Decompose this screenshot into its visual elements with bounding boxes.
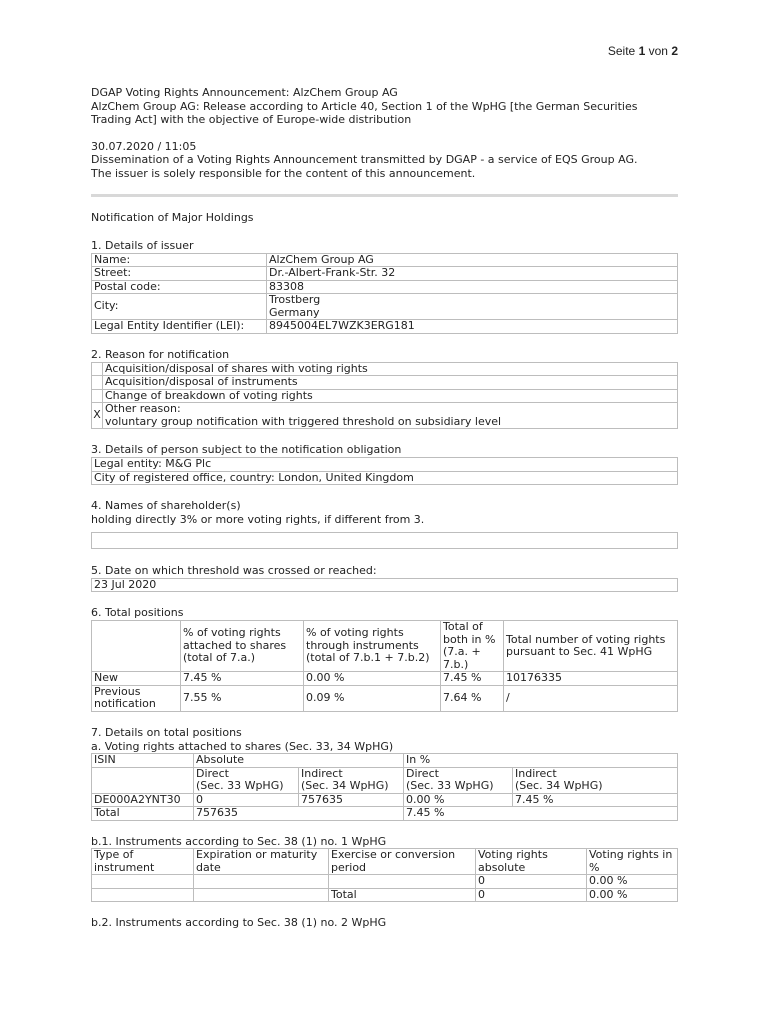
checkbox-mark: X <box>92 403 103 429</box>
section-title: 5. Date on which threshold was crossed or reached: <box>91 563 377 577</box>
notification-title: Notification of Major Holdings <box>91 211 254 224</box>
doc-title: DGAP Voting Rights Announcement: AlzChem Group AG <box>91 86 398 99</box>
doc-datetime: 30.07.2020 / 11:05 <box>91 139 197 153</box>
table-row: DE000A2YNT30 0 757635 0.00 % 7.45 % <box>92 793 678 807</box>
section-shareholders <box>91 499 678 549</box>
page-number: Seite 1 von 2 <box>607 44 678 58</box>
table-row: Acquisition/disposal of instruments <box>92 376 678 390</box>
table-row: 0 0.00 % <box>92 875 678 889</box>
section-issuer <box>91 239 678 334</box>
table-row: Legal entity: M&G Plc <box>92 458 678 472</box>
doc-subtitle: AlzChem Group AG: Release according to Article 40, Section 1 of the WpHG [the German Securities Trading Act] with the objective of Europe-wide distribution <box>91 99 638 126</box>
table-row: Previous notification 7.55 % 0.09 % 7.64 % / <box>92 685 678 711</box>
empty-field <box>91 532 678 549</box>
section-title: 3. Details of person subject to the notification obligation <box>91 443 402 456</box>
document-body <box>91 86 678 930</box>
doc-responsibility: The issuer is solely responsible for the content of this announcement. <box>91 166 476 180</box>
person-table <box>91 457 678 485</box>
table-row: Legal Entity Identifier (LEI): 8945004EL7WZK3ERG181 <box>92 320 678 334</box>
table-header-row: Direct (Sec. 33 WpHG) Indirect (Sec. 34 WpHG) Direct (Sec. 33 WpHG) Indirect (Sec. 34 WpHG) <box>92 767 678 793</box>
table-row: Change of breakdown of voting rights <box>92 389 678 403</box>
section-title: 1. Details of issuer <box>91 238 194 252</box>
section-title: 6. Total positions <box>91 606 184 619</box>
date-table <box>91 578 678 593</box>
table-header-row: ISIN Absolute In % <box>92 754 678 768</box>
table-row: City of registered office, country: London, United Kingdom <box>92 471 678 485</box>
section-total-positions <box>91 606 678 712</box>
section-title: 2. Reason for notification <box>91 347 230 361</box>
section-details <box>91 726 678 930</box>
table-row: Total 757635 7.45 % <box>92 807 678 821</box>
section-reason <box>91 348 678 430</box>
section-subtitle: holding directly 3% or more voting rights, if different from 3. <box>91 513 425 526</box>
table-row: Street: Dr.-Albert-Frank-Str. 32 <box>92 267 678 281</box>
positions-table <box>91 620 678 712</box>
instruments-table <box>91 848 678 902</box>
section-person <box>91 443 678 485</box>
table-header-row: % of voting rights attached to shares (total of 7.a.) % of voting rights through instruments (total of 7.b.1 + 7.b.2) Total of both in % (7.a. + 7.b.) Total number of voting rights pursuant to Sec. 41 WpHG <box>92 621 678 672</box>
subsection-title: a. Voting rights attached to shares (Sec. 33, 34 WpHG) <box>91 739 394 753</box>
section-title: 7. Details on total positions <box>91 725 242 739</box>
table-row: Name: AlzChem Group AG <box>92 253 678 267</box>
table-row: New 7.45 % 0.00 % 7.45 % 10176335 <box>92 672 678 686</box>
voting-rights-table <box>91 753 678 821</box>
table-row: Total 0 0.00 % <box>92 888 678 902</box>
subsection-title: b.1. Instruments according to Sec. 38 (1) no. 1 WpHG <box>91 834 387 848</box>
doc-dissemination: Dissemination of a Voting Rights Announcement transmitted by DGAP - a service of EQS Group AG. <box>91 153 638 166</box>
subsection-title: b.2. Instruments according to Sec. 38 (1) no. 2 WpHG <box>91 916 387 929</box>
issuer-table <box>91 253 678 334</box>
table-row: 23 Jul 2020 <box>92 578 678 592</box>
table-row: X Other reason: voluntary group notification with triggered threshold on subsidiary level <box>92 403 678 429</box>
table-row: Acquisition/disposal of shares with voting rights <box>92 362 678 376</box>
table-header-row: Type of instrument Expiration or maturity date Exercise or conversion period Voting rights absolute Voting rights in % <box>92 849 678 875</box>
divider <box>91 194 678 197</box>
section-title: 4. Names of shareholder(s) <box>91 499 241 512</box>
section-threshold-date <box>91 564 678 593</box>
table-row: Postal code: 83308 <box>92 280 678 294</box>
table-row: City: Trostberg Germany <box>92 294 678 320</box>
reason-table <box>91 362 678 430</box>
